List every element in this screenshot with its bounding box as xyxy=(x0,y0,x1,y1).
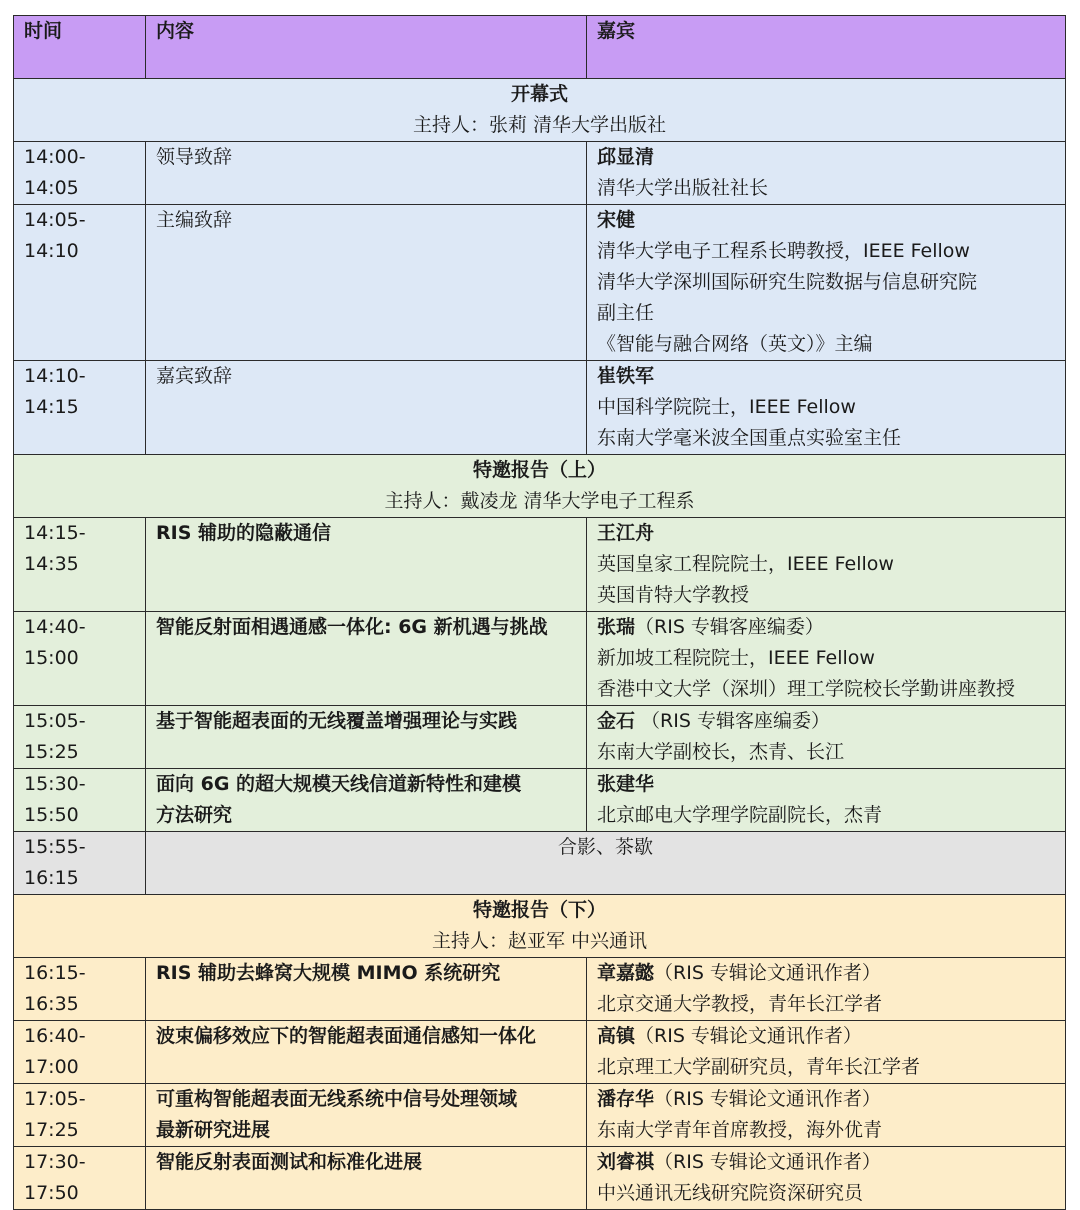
header-speaker: 嘉宾 xyxy=(587,16,1066,79)
content-line: 可重构智能超表面无线系统中信号处理领域 xyxy=(156,1088,518,1110)
speaker-line: 东南大学青年首席教授，海外优青 xyxy=(597,1119,883,1141)
speaker-name: 宋健 xyxy=(597,209,636,231)
row-time: 14:15-14:35 xyxy=(14,518,146,612)
break-row xyxy=(14,832,1066,895)
row-speaker xyxy=(587,361,1066,455)
row-time: 14:40-15:00 xyxy=(14,612,146,706)
speaker-line: 副主任 xyxy=(597,302,655,324)
row-speaker xyxy=(587,1084,1066,1147)
content-line: 最新研究进展 xyxy=(156,1119,271,1141)
speaker-line: 清华大学电子工程系长聘教授，IEEE Fellow xyxy=(597,240,970,262)
speaker-line: 清华大学出版社社长 xyxy=(597,177,769,199)
table-header-row xyxy=(14,16,1066,79)
section-title: 开幕式 xyxy=(510,83,568,105)
speaker-line: 新加坡工程院院士，IEEE Fellow xyxy=(597,647,875,669)
speaker-note: （RIS 专辑论文通讯作者） xyxy=(635,1025,862,1047)
header-content: 内容 xyxy=(146,16,587,79)
row-content xyxy=(146,706,587,769)
speaker-line: 中兴通讯无线研究院资深研究员 xyxy=(597,1182,864,1204)
section-title-row-invited-1 xyxy=(14,455,1066,518)
agenda-table xyxy=(13,15,1066,1210)
speaker-line: 清华大学深圳国际研究生院数据与信息研究院 xyxy=(597,271,978,293)
table-row xyxy=(14,518,1066,612)
table-row xyxy=(14,142,1066,205)
table-row xyxy=(14,361,1066,455)
speaker-line: 北京理工大学副研究员，青年长江学者 xyxy=(597,1056,921,1078)
section-title: 特邀报告（下） xyxy=(472,899,606,921)
content-line: 基于智能超表面的无线覆盖增强理论与实践 xyxy=(156,710,518,732)
section-host: 主持人：戴凌龙 清华大学电子工程系 xyxy=(384,490,695,512)
content-line: RIS 辅助的隐蔽通信 xyxy=(156,522,331,544)
content-line: 面向 6G 的超大规模天线信道新特性和建模 xyxy=(156,773,522,795)
speaker-name: 王江舟 xyxy=(597,522,655,544)
table-row xyxy=(14,958,1066,1021)
row-content xyxy=(146,518,587,612)
speaker-line: 北京交通大学教授，青年长江学者 xyxy=(597,993,883,1015)
row-time: 16:15-16:35 xyxy=(14,958,146,1021)
row-time: 17:30-17:50 xyxy=(14,1147,146,1210)
content-line: 智能反射表面测试和标准化进展 xyxy=(156,1151,423,1173)
row-speaker xyxy=(587,518,1066,612)
row-content xyxy=(146,1021,587,1084)
speaker-line: 北京邮电大学理学院副院长，杰青 xyxy=(597,804,883,826)
row-content: 主编致辞 xyxy=(146,205,587,361)
speaker-name: 崔铁军 xyxy=(597,365,655,387)
table-row xyxy=(14,1147,1066,1210)
content-line: RIS 辅助去蜂窝大规模 MIMO 系统研究 xyxy=(156,962,501,984)
row-content xyxy=(146,769,587,832)
content-line: 波束偏移效应下的智能超表面通信感知一体化 xyxy=(156,1025,537,1047)
speaker-line: 东南大学毫米波全国重点实验室主任 xyxy=(597,427,902,449)
content-line: 方法研究 xyxy=(156,804,233,826)
speaker-name: 章嘉懿 xyxy=(597,962,655,984)
speaker-line: 东南大学副校长，杰青、长江 xyxy=(597,741,845,763)
row-speaker xyxy=(587,612,1066,706)
section-title-cell xyxy=(14,895,1066,958)
speaker-name: 潘存华 xyxy=(597,1088,655,1110)
table-row xyxy=(14,769,1066,832)
table-row xyxy=(14,205,1066,361)
row-speaker xyxy=(587,142,1066,205)
speaker-name: 张瑞 xyxy=(597,616,636,638)
speaker-line: 《智能与融合网络（英文）》主编 xyxy=(597,333,873,355)
row-speaker xyxy=(587,205,1066,361)
row-time: 16:40-17:00 xyxy=(14,1021,146,1084)
row-content xyxy=(146,612,587,706)
row-time: 17:05-17:25 xyxy=(14,1084,146,1147)
speaker-line: 英国肯特大学教授 xyxy=(597,584,750,606)
row-speaker xyxy=(587,706,1066,769)
speaker-name: 邱显清 xyxy=(597,146,655,168)
speaker-line: 中国科学院院士，IEEE Fellow xyxy=(597,396,856,418)
section-title-cell xyxy=(14,455,1066,518)
row-time: 14:05-14:10 xyxy=(14,205,146,361)
table-row xyxy=(14,612,1066,706)
row-speaker xyxy=(587,1021,1066,1084)
row-content xyxy=(146,1084,587,1147)
row-speaker xyxy=(587,958,1066,1021)
speaker-note: （RIS 专辑论文通讯作者） xyxy=(654,962,881,984)
speaker-name: 高镇 xyxy=(597,1025,636,1047)
row-time: 14:10-14:15 xyxy=(14,361,146,455)
speaker-line: 香港中文大学（深圳）理工学院校长学勤讲座教授 xyxy=(597,678,1016,700)
speaker-name: 刘睿祺 xyxy=(597,1151,655,1173)
row-speaker xyxy=(587,1147,1066,1210)
section-host: 主持人：张莉 清华大学出版社 xyxy=(412,114,667,136)
content-line: 智能反射面相遇通感一体化: 6G 新机遇与挑战 xyxy=(156,616,548,638)
row-speaker xyxy=(587,769,1066,832)
table-row xyxy=(14,1084,1066,1147)
speaker-note: （RIS 专辑论文通讯作者） xyxy=(654,1151,881,1173)
section-host: 主持人：赵亚军 中兴通讯 xyxy=(431,930,648,952)
speaker-name: 张建华 xyxy=(597,773,655,795)
row-content xyxy=(146,1147,587,1210)
break-label: 合影、茶歇 xyxy=(146,832,1066,895)
section-title-cell xyxy=(14,79,1066,142)
table-row xyxy=(14,1021,1066,1084)
row-time: 15:05-15:25 xyxy=(14,706,146,769)
header-time: 时间 xyxy=(14,16,146,79)
section-title: 特邀报告（上） xyxy=(472,459,606,481)
row-content: 嘉宾致辞 xyxy=(146,361,587,455)
row-content xyxy=(146,958,587,1021)
speaker-note: （RIS 专辑客座编委） xyxy=(635,616,824,638)
row-time: 15:55-16:15 xyxy=(14,832,146,895)
speaker-note: （RIS 专辑论文通讯作者） xyxy=(654,1088,881,1110)
table-row xyxy=(14,706,1066,769)
speaker-name: 金石 xyxy=(597,710,636,732)
row-time: 15:30-15:50 xyxy=(14,769,146,832)
row-time: 14:00-14:05 xyxy=(14,142,146,205)
speaker-note: （RIS 专辑客座编委） xyxy=(635,710,830,732)
section-title-row-opening xyxy=(14,79,1066,142)
section-title-row-invited-2 xyxy=(14,895,1066,958)
row-content: 领导致辞 xyxy=(146,142,587,205)
speaker-line: 英国皇家工程院院士，IEEE Fellow xyxy=(597,553,894,575)
